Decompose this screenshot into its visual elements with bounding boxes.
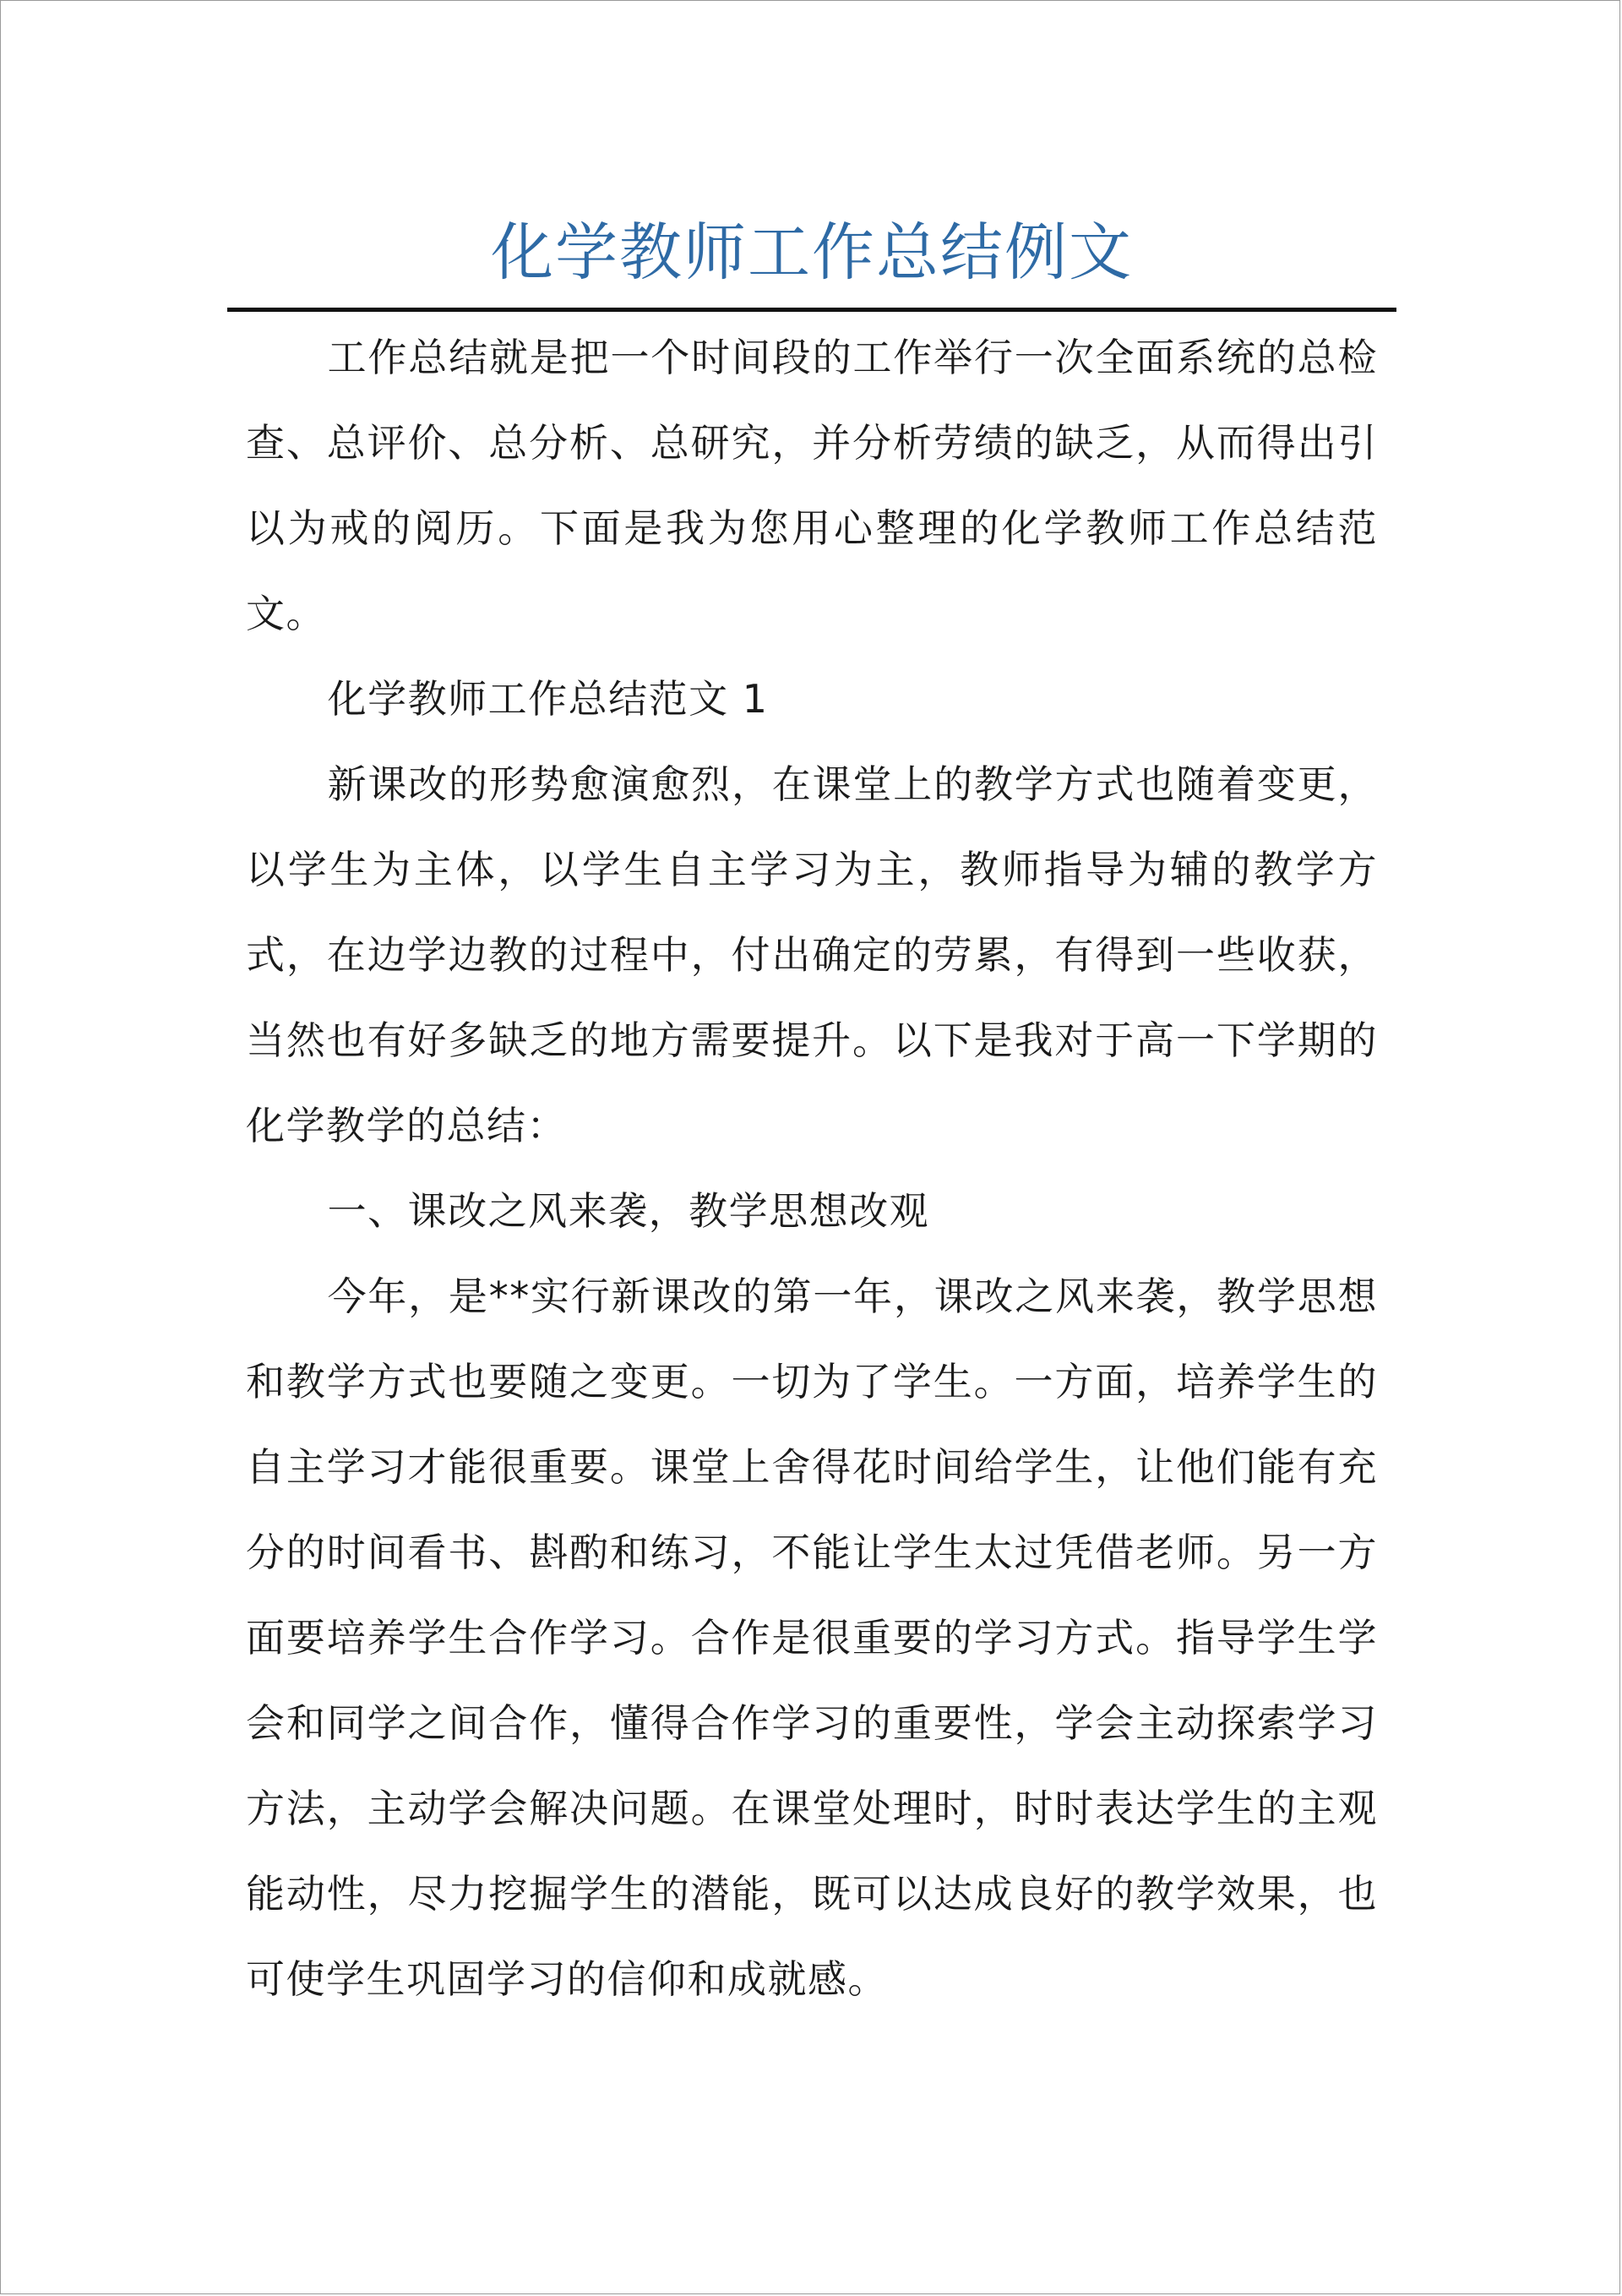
body-paragraph: 今年，是**实行新课改的第一年，课改之风来袭，教学思想和教学方式也要随之变更。一切为了学生。一方面，培养学生的自主学习才能很重要。课堂上舍得花时间给学生，让他们能有充分的时间看书、斟酌和练习，不能让学生太过凭借老师。另一方面要培养学生合作学习。合作是很重要的学习方式。指导学生学会和同学之间合作，懂得合作学习的重要性，学会主动探索学习方法，主动学会解决问题。在课堂处理时，时时表达学生的主观能动性，尽力挖掘学生的潜能，既可以达成良好的教学效果，也可使学生巩固学习的信仰和成就感。 bbox=[246, 1273, 1378, 2002]
body-paragraph: 新课改的形势愈演愈烈，在课堂上的教学方式也随着变更，以学生为主体，以学生自主学习为主，教师指导为辅的教学方式，在边学边教的过程中，付出确定的劳累，有得到一些收获，当然也有好多缺乏的地方需要提升。以下是我对于高一下学期的化学教学的总结： bbox=[246, 761, 1378, 1148]
intro-paragraph: 工作总结就是把一个时间段的工作举行一次全面系统的总检查、总评价、总分析、总研究，并分析劳绩的缺乏，从而得出引以为戒的阅历。下面是我为您用心整理的化学教师工作总结范文。 bbox=[246, 335, 1378, 636]
page-title: 化学教师工作总结例文 bbox=[491, 216, 1133, 289]
title-divider bbox=[227, 308, 1396, 312]
subsection-heading: 一、课改之风来袭，教学思想改观 bbox=[327, 1188, 930, 1234]
section-heading: 化学教师工作总结范文 1 bbox=[327, 676, 769, 722]
document-body bbox=[246, 315, 1378, 2022]
